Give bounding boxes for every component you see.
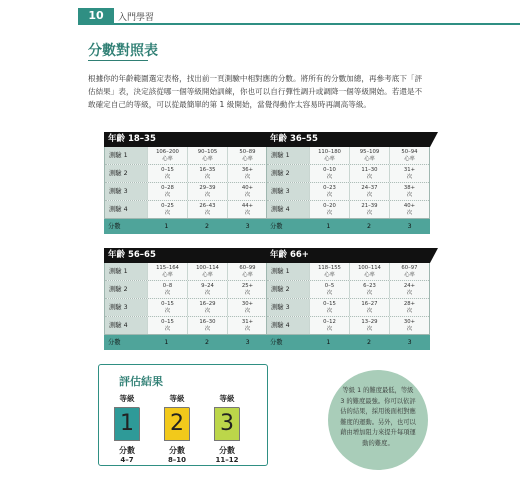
table-row: [267, 147, 429, 165]
table-cell: 21–39 次: [349, 201, 389, 218]
table-row: [267, 201, 429, 218]
row-label: 測驗 1: [105, 147, 147, 164]
row-label: 測驗 3: [267, 183, 309, 200]
row-label: 測驗 1: [267, 263, 309, 280]
table-cell: 38+ 次: [389, 183, 429, 200]
table-cell: 0–12 次: [309, 317, 349, 334]
page-title: 分數對照表: [88, 43, 158, 59]
row-label: 測驗 3: [267, 299, 309, 316]
level-label: 等級: [169, 394, 185, 403]
table-cell: 40+ 次: [389, 201, 429, 218]
table-cell: 0–28 次: [147, 183, 187, 200]
evaluation-title: 評估結果: [119, 375, 163, 388]
table-body: [266, 147, 430, 219]
table-heading: 年齡 66+: [266, 248, 430, 263]
score-row: [104, 335, 268, 350]
table-row: [267, 165, 429, 183]
table-row: [105, 147, 267, 165]
table-cell: 13–29 次: [349, 317, 389, 334]
table-cell: 50–89 心率: [227, 147, 267, 164]
row-label: 測驗 3: [105, 183, 147, 200]
table-cell: 0–15 次: [147, 317, 187, 334]
table-cell: 0–15 次: [147, 165, 187, 182]
table-cell: 118–155 心率: [309, 263, 349, 280]
score-label: 分數: [270, 339, 283, 346]
table-cell: 30+ 次: [389, 317, 429, 334]
intro-paragraph: 根據你的年齡範圍選定表格，找出前一頁測驗中相對應的分數。將所有的分數加總，再參考底下「評估結果」表，決定該從哪一個等級開始訓練，你也可以自行彈性調升或調降一個等級開始。若還是不敢確定自己的等級，可以從最簡單的第 1 級開始，當覺得動作太容易時再調高等級。: [88, 74, 423, 110]
table-cell: 0–20 次: [309, 201, 349, 218]
level-score-range: 4–7: [120, 456, 134, 464]
score-label: 分數: [108, 339, 121, 346]
row-label: 測驗 2: [105, 281, 147, 298]
table-cell: 16–29 次: [187, 299, 227, 316]
table-row: [105, 263, 267, 281]
table-cell: 60–97 心率: [389, 263, 429, 280]
table-cell: 100–114 心率: [349, 263, 389, 280]
title-underline: [88, 60, 148, 61]
row-label: 測驗 1: [105, 263, 147, 280]
score-label: 分數: [270, 223, 283, 230]
table-cell: 0–25 次: [147, 201, 187, 218]
table-body: [266, 263, 430, 335]
page-number: 10: [78, 8, 114, 24]
score-row: [266, 335, 430, 350]
score-table: [104, 132, 268, 234]
score-table: [104, 248, 268, 350]
level-item: [157, 393, 197, 464]
row-label: 測驗 4: [105, 201, 147, 218]
level-score-label: 分數: [119, 446, 135, 455]
table-cell: 0–8 次: [147, 281, 187, 298]
table-cell: 90–105 心率: [187, 147, 227, 164]
table-cell: 11–30 次: [349, 165, 389, 182]
table-cell: 16–35 次: [187, 165, 227, 182]
score-value: 2: [205, 223, 210, 230]
table-row: [267, 317, 429, 334]
table-cell: 26–43 次: [187, 201, 227, 218]
section-title: 入門學習: [118, 13, 155, 23]
table-body: [104, 263, 268, 335]
table-row: [267, 183, 429, 201]
table-cell: 31+ 次: [227, 317, 267, 334]
table-heading: 年齡 36–55: [266, 132, 430, 147]
table-cell: 95–109 心率: [349, 147, 389, 164]
table-heading: 年齡 18–35: [104, 132, 268, 147]
score-value: 1: [164, 339, 169, 346]
table-row: [267, 299, 429, 317]
score-value: 1: [326, 339, 331, 346]
table-cell: 28+ 次: [389, 299, 429, 316]
note-circle: [328, 370, 428, 470]
level-item: [207, 393, 247, 464]
row-label: 測驗 2: [105, 165, 147, 182]
table-row: [267, 281, 429, 299]
header-rule: [78, 23, 520, 25]
score-table: [266, 248, 430, 350]
score-value: 1: [164, 223, 169, 230]
row-label: 測驗 2: [267, 281, 309, 298]
table-body: [104, 147, 268, 219]
evaluation-box: [98, 364, 268, 466]
table-cell: 0–15 次: [147, 299, 187, 316]
table-cell: 0–15 次: [309, 299, 349, 316]
table-row: [105, 165, 267, 183]
table-cell: 115–164 心率: [147, 263, 187, 280]
table-cell: 100–114 心率: [187, 263, 227, 280]
level-score-range: 11–12: [215, 456, 239, 464]
level-label: 等級: [219, 394, 235, 403]
row-label: 測驗 4: [267, 317, 309, 334]
score-value: 1: [326, 223, 331, 230]
score-value: 3: [245, 339, 250, 346]
table-cell: 16–30 次: [187, 317, 227, 334]
table-cell: 44+ 次: [227, 201, 267, 218]
table-cell: 24–37 次: [349, 183, 389, 200]
table-cell: 50–94 心率: [389, 147, 429, 164]
table-row: [267, 263, 429, 281]
level-number-box: 3: [214, 407, 240, 441]
row-label: 測驗 4: [267, 201, 309, 218]
table-cell: 40+ 次: [227, 183, 267, 200]
table-row: [105, 299, 267, 317]
score-label: 分數: [108, 223, 121, 230]
score-value: 2: [367, 223, 372, 230]
level-number-box: 2: [164, 407, 190, 441]
score-value: 3: [407, 339, 412, 346]
table-cell: 106–200 心率: [147, 147, 187, 164]
table-cell: 31+ 次: [389, 165, 429, 182]
table-row: [105, 201, 267, 218]
table-cell: 0–23 次: [309, 183, 349, 200]
table-cell: 0–5 次: [309, 281, 349, 298]
table-cell: 110–180 心率: [309, 147, 349, 164]
level-score-label: 分數: [169, 446, 185, 455]
row-label: 測驗 2: [267, 165, 309, 182]
table-row: [105, 183, 267, 201]
score-value: 3: [407, 223, 412, 230]
level-score-range: 8–10: [167, 456, 187, 464]
table-cell: 29–39 次: [187, 183, 227, 200]
score-value: 3: [245, 223, 250, 230]
table-cell: 6–23 次: [349, 281, 389, 298]
table-heading: 年齡 56–65: [104, 248, 268, 263]
table-row: [105, 281, 267, 299]
table-row: [105, 317, 267, 334]
score-row: [266, 219, 430, 234]
score-value: 2: [367, 339, 372, 346]
row-label: 測驗 4: [105, 317, 147, 334]
score-row: [104, 219, 268, 234]
table-cell: 24+ 次: [389, 281, 429, 298]
table-cell: 30+ 次: [227, 299, 267, 316]
row-label: 測驗 3: [105, 299, 147, 316]
table-cell: 9–24 次: [187, 281, 227, 298]
table-cell: 60–99 心率: [227, 263, 267, 280]
level-label: 等級: [119, 394, 135, 403]
level-item: [107, 393, 147, 464]
score-table: [266, 132, 430, 234]
table-cell: 36+ 次: [227, 165, 267, 182]
level-score-label: 分數: [219, 446, 235, 455]
note-text: 等級 1 的難度最低，等級 3 的難度最強。你可以依評估的結果，採用後面相對應難度的運動。另外，也可以藉由增加阻力來提升每項運動的難度。: [340, 387, 416, 447]
row-label: 測驗 1: [267, 147, 309, 164]
score-value: 2: [205, 339, 210, 346]
table-cell: 25+ 次: [227, 281, 267, 298]
level-number-box: 1: [114, 407, 140, 441]
table-cell: 16–27 次: [349, 299, 389, 316]
table-cell: 0–10 次: [309, 165, 349, 182]
